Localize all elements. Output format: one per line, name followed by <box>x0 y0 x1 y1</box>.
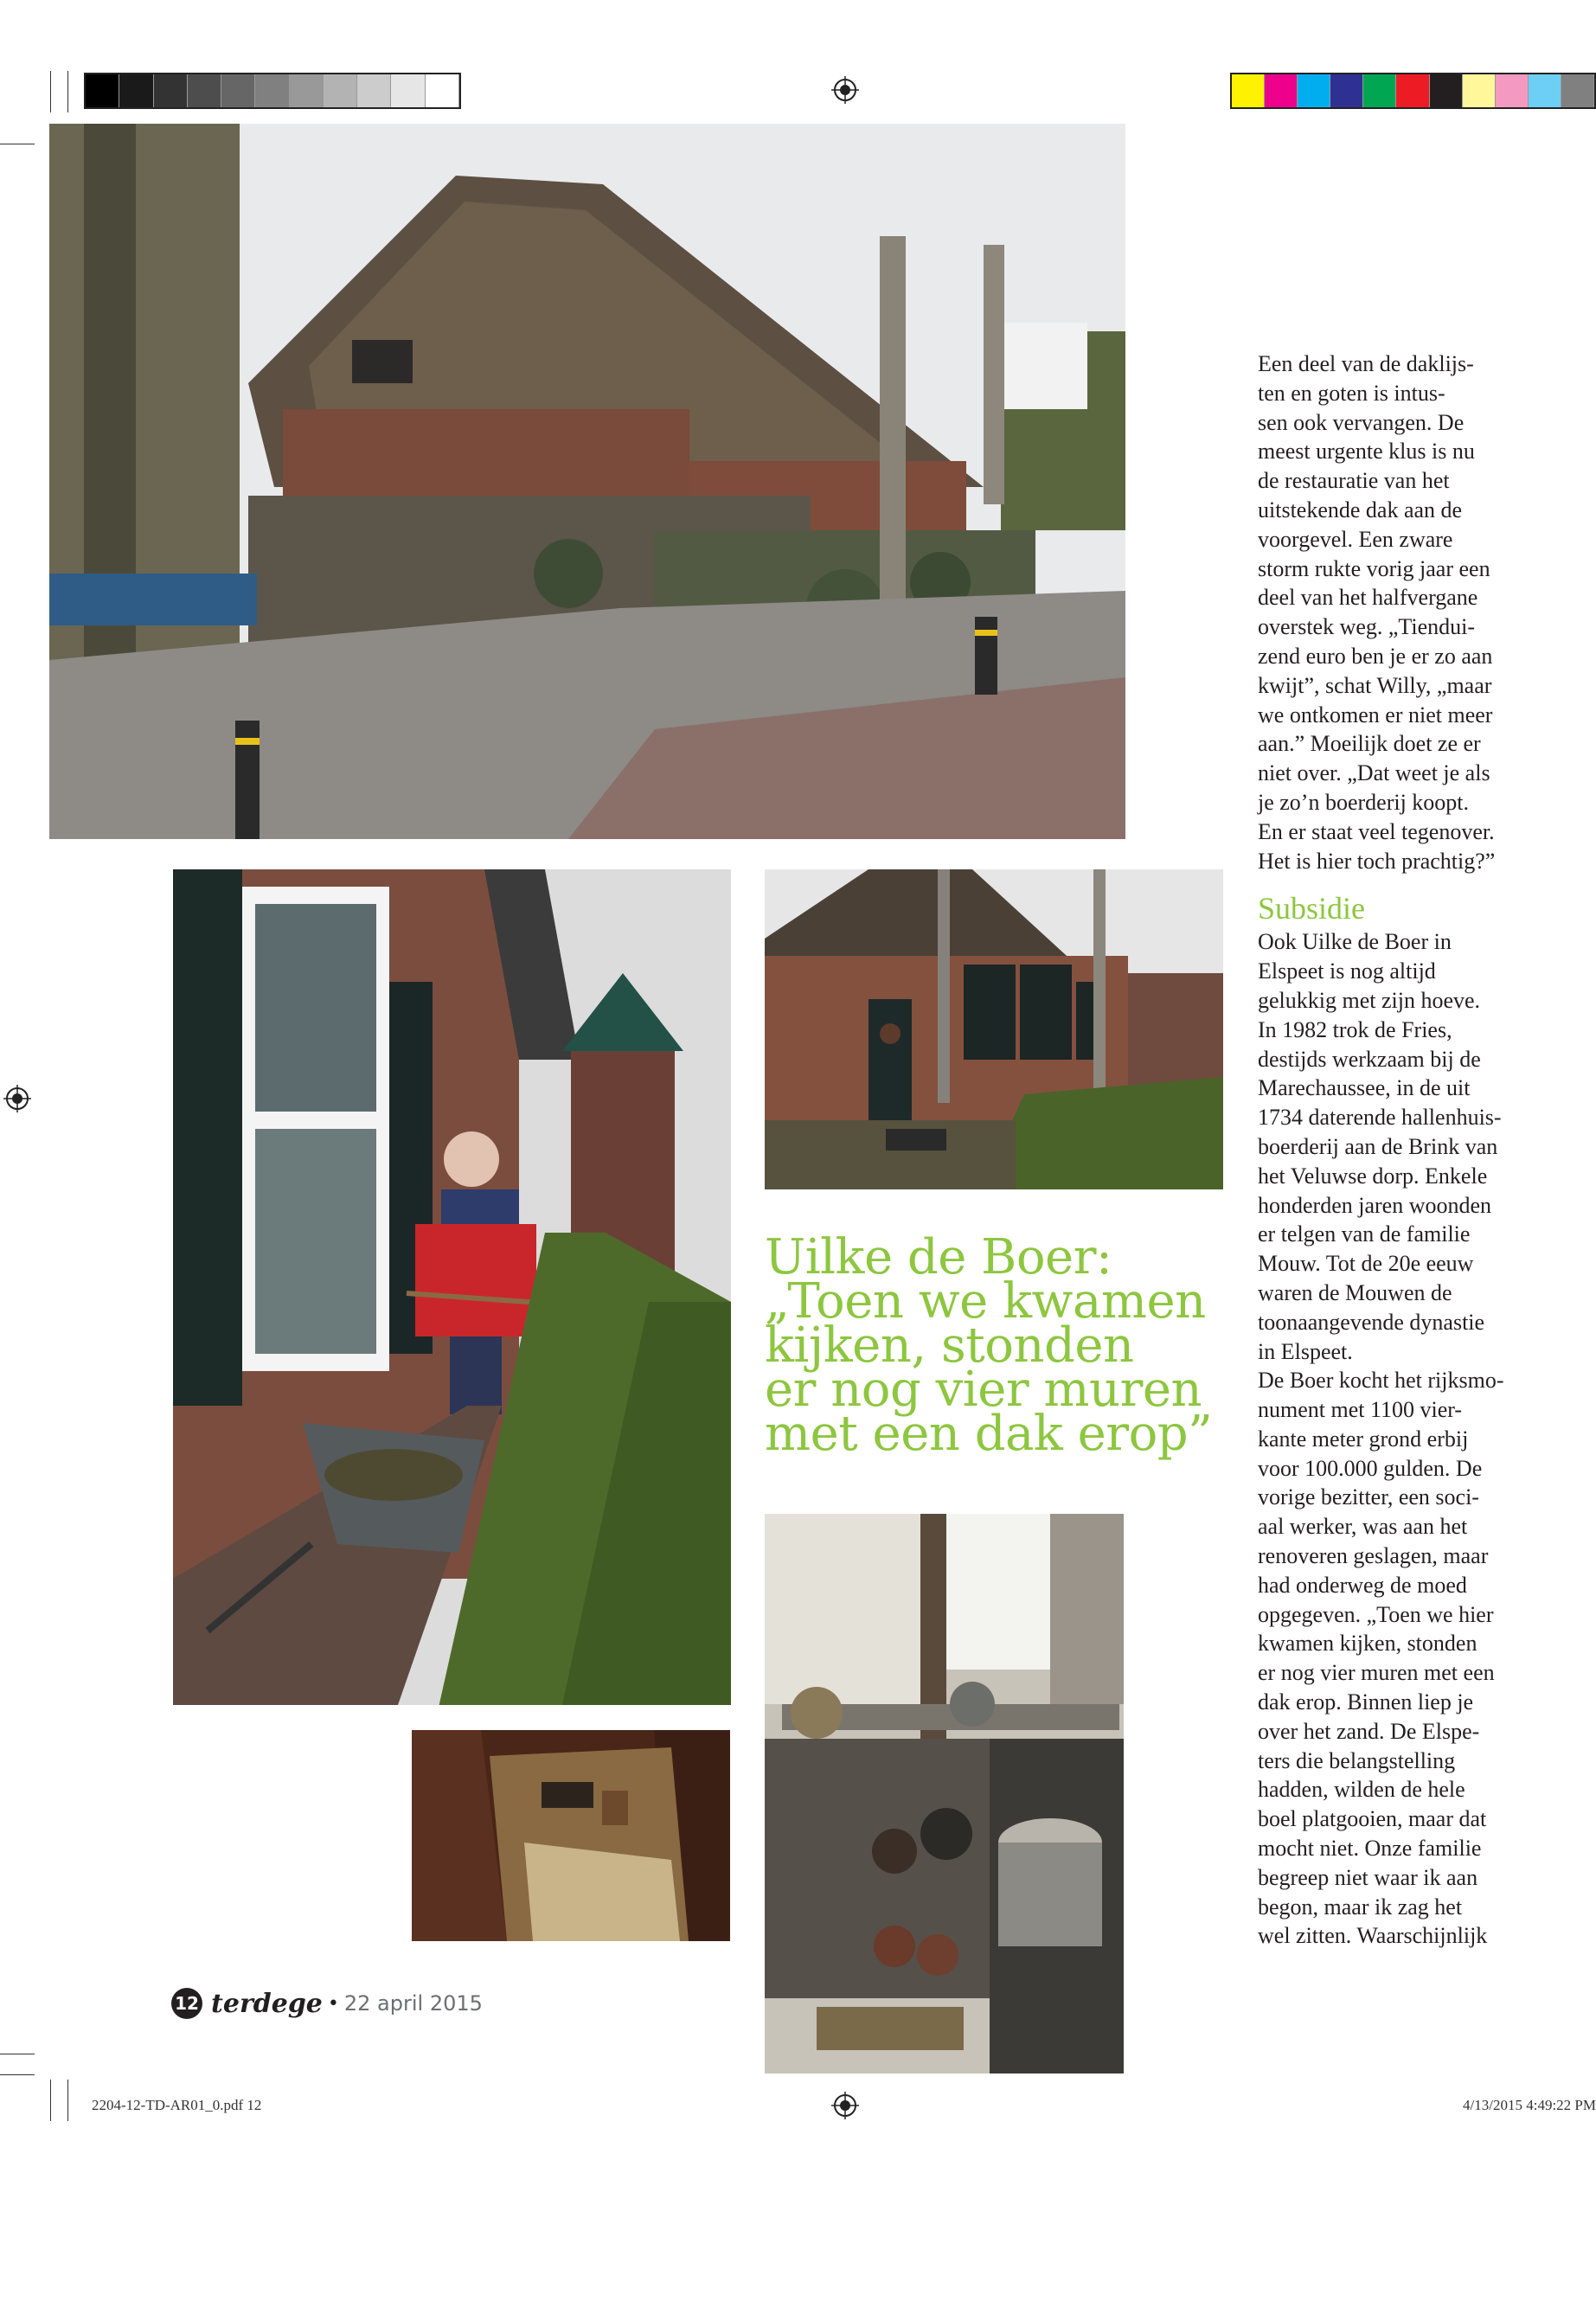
pull-quote: Uilke de Boer: „Toen we kwamen kijken, stonden er nog vier muren met een dak erop” <box>765 1229 1213 1462</box>
interior-pots-photo <box>765 1514 1124 2073</box>
color-swatch <box>391 74 425 107</box>
color-swatch <box>1298 74 1330 107</box>
color-swatch <box>290 74 324 107</box>
crop-mark <box>50 71 51 112</box>
registration-mark-icon <box>831 76 859 104</box>
article-paragraph: Een deel van de daklijs- ten en goten is intus- sen ook vervangen. De meest urgente klus is nu de restauratie van het uitstekende dak aan de voorgevel. Een zware storm rukte vorig jaar een deel van het halfvergane overstek weg. „Tiendui- zend euro ben je er zo aan kwijt”, schat Willy, „maar we ontkomen er niet meer aan.” Moeilijk doet ze er niet over. „Dat weet je als je zo’n boerderij koopt. En er staat veel tegenover. Het is hier toch prachtig?” <box>1258 351 1496 874</box>
color-swatch <box>1561 74 1594 107</box>
color-swatch <box>221 74 255 107</box>
color-swatch <box>1396 74 1429 107</box>
file-slug: 2204-12-TD-AR01_0.pdf 12 <box>92 2097 262 2113</box>
color-swatch <box>1330 74 1363 107</box>
thatched-farmhouse-photo <box>49 124 1125 839</box>
article-paragraph: De Boer kocht het rijksmo- nument met 1100 vier- kante meter grond erbij voor 100.000 gulden. De vorige bezitter, een soci- aal werker, was aan het renoveren geslagen, maar had onderweg de moed opgegeven. „Toen we hier kwamen kijken, stonden er nog vier muren met een dak erop. Binnen liep je over het zand. De Elspe- ters die belangstelling hadden, wilden de hele boel platgooien, maar dat mocht niet. Onze familie begreep niet waar ik aan begon, maar ik zag het wel zitten. Waarschijnlijk <box>1258 1368 1504 1949</box>
color-swatch <box>154 74 188 107</box>
color-swatch <box>426 74 459 107</box>
color-swatch <box>357 74 391 107</box>
color-swatch <box>1430 74 1463 107</box>
color-swatch <box>119 74 153 107</box>
folio <box>171 1986 483 2021</box>
crop-mark <box>67 71 68 112</box>
color-swatch <box>1363 74 1396 107</box>
man-with-rake-photo <box>173 869 731 1705</box>
cellar-hatch-photo <box>412 1730 730 1941</box>
color-swatch <box>1463 74 1496 107</box>
grayscale-calibration-strip <box>84 73 461 109</box>
color-calibration-strip <box>1230 73 1596 109</box>
issue-date: 22 april 2015 <box>343 1991 483 2016</box>
color-swatch <box>1232 74 1265 107</box>
registration-mark-icon <box>831 2092 859 2119</box>
crop-mark <box>0 2074 35 2075</box>
color-swatch <box>1496 74 1529 107</box>
folio-separator: • <box>327 1992 339 2015</box>
crop-mark <box>50 2080 51 2121</box>
color-swatch <box>324 74 357 107</box>
registration-mark-icon <box>3 1085 31 1112</box>
color-swatch <box>255 74 289 107</box>
front-door-photo <box>765 869 1223 1189</box>
section-subhead: Subsidie <box>1258 891 1366 926</box>
magazine-logo: terdege <box>211 1988 323 2019</box>
color-swatch <box>1265 74 1298 107</box>
color-swatch <box>1529 74 1561 107</box>
color-swatch <box>86 74 119 107</box>
print-timestamp: 4/13/2015 4:49:22 PM <box>1463 2097 1596 2113</box>
crop-mark <box>67 2080 68 2121</box>
color-swatch <box>188 74 221 107</box>
article-column <box>1258 349 1535 1951</box>
page-number: 12 <box>171 1988 202 2019</box>
article-paragraph: Ook Uilke de Boer in Elspeet is nog altijd gelukkig met zijn hoeve. In 1982 trok de Fries, destijds werkzaam bij de Marechaussee, in de uit 1734 daterende hallenhuis- boerderij aan de Brink van het Veluwse dorp. Enkele honderden jaren woonden er telgen van de familie Mouw. Tot de 20e eeuw waren de Mouwen de toonaangevende dynastie in Elspeet. <box>1258 929 1502 1364</box>
